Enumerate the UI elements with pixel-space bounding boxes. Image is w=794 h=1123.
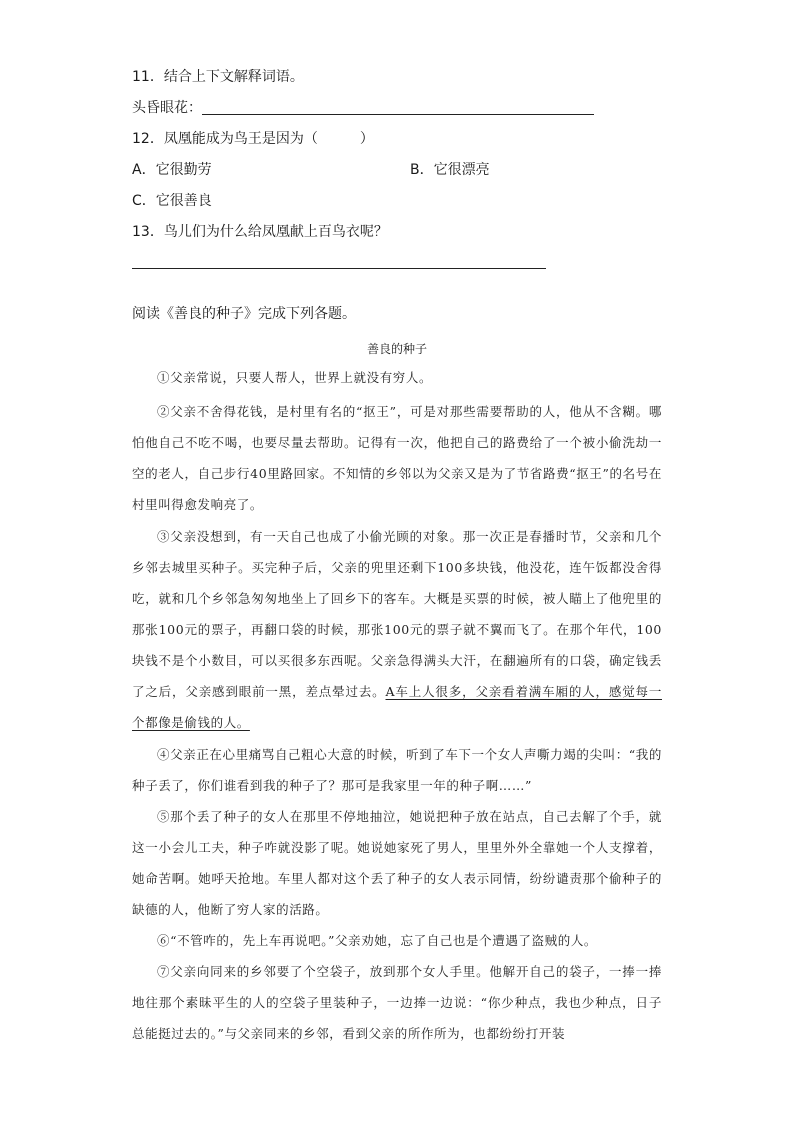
paragraph-3 [132, 521, 662, 738]
paragraph-6: ⑥“不管咋的，先上车再说吧。”父亲劝她，忘了自己也是个遭遇了盗贼的人。 [157, 933, 598, 948]
underlined-sentence-a: A车上人很多，父亲看着满车厢的人，感觉每一个都像是偷钱的人。 [132, 684, 662, 730]
paragraph-3-text: ③父亲没想到，有一天自己也成了小偷光顾的对象。那一次正是春播时节，父亲和几个乡邻去城里买种子。买完种子后，父亲的兜里还剩下100多块钱，他没花，连午饭都没舍得吃，就和几个乡邻急匆匆地坐上了回乡下的客车。大概是买票的时候，被人瞄上了他兜里的那张100元的票子，再翻口袋的时候，那张100元的票子就不翼而飞了。在那个年代，100块钱不是个小数目，可以买很多东西呢。父亲急得满头大汗，在翻遍所有的口袋，确定钱丢了之后，父亲感到眼前一黑，差点晕过去。 [132, 529, 662, 699]
q12-option-b[interactable]: B．它很漂亮 [410, 162, 490, 178]
q11-label: 头昏眼花： [132, 100, 202, 116]
paragraph-5: ⑤那个丢了种子的女人在那里不停地抽泣，她说把种子放在站点，自己去解了个手，就这一小会儿工夫，种子咋就没影了呢。她说她家死了男人，里里外外全靠她一个人支撑着，她命苦啊。她呼天抢地。车里人都对这个丢了种子的女人表示同情，纷纷谴责那个偷种子的缺德的人，他断了穷人家的活路。 [132, 809, 662, 917]
q11-answer-line[interactable] [202, 114, 594, 115]
paragraph-7: ⑦父亲向同来的乡邻要了个空袋子，放到那个女人手里。他解开自己的袋子，一捧一捧地往那个素昧平生的人的空袋子里装种子，一边捧一边说：“你少种点，我也少种点，日子总能挺过去的。”与父亲同来的乡邻，看到父亲的所作所为，也都纷纷打开装 [132, 964, 662, 1041]
story-title: 善良的种子 [366, 342, 427, 356]
q12-option-c[interactable]: C．它很善良 [132, 193, 212, 209]
paragraph-4: ④父亲正在心里痛骂自己粗心大意的时候，听到了车下一个女人声嘶力竭的尖叫：“我的种子丢了，你们谁看到我的种子了？那可是我家里一年的种子啊……” [132, 747, 662, 793]
reading-instruction: 阅读《善良的种子》完成下列各题。 [132, 306, 356, 322]
q13-title: 13．鸟儿们为什么给凤凰献上百鸟衣呢？ [132, 224, 388, 240]
paragraph-1: ①父亲常说，只要人帮人，世界上就没有穷人。 [157, 370, 433, 385]
q13-answer-line[interactable] [132, 268, 546, 269]
q11-title: 11．结合上下文解释词语。 [132, 69, 304, 85]
q12-title: 12．凤凰能成为鸟王是因为（ ） [132, 131, 374, 147]
q12-option-a[interactable]: A．它很勤劳 [132, 162, 212, 178]
paragraph-2: ②父亲不舍得花钱，是村里有名的“抠王”，可是对那些需要帮助的人，他从不含糊。哪怕他自己不吃不喝，也要尽量去帮助。记得有一次，他把自己的路费给了一个被小偷洗劫一空的老人，自己步行40里路回家。不知情的乡邻以为父亲又是为了节省路费“抠王”的名号在村里叫得愈发响亮了。 [132, 404, 662, 512]
